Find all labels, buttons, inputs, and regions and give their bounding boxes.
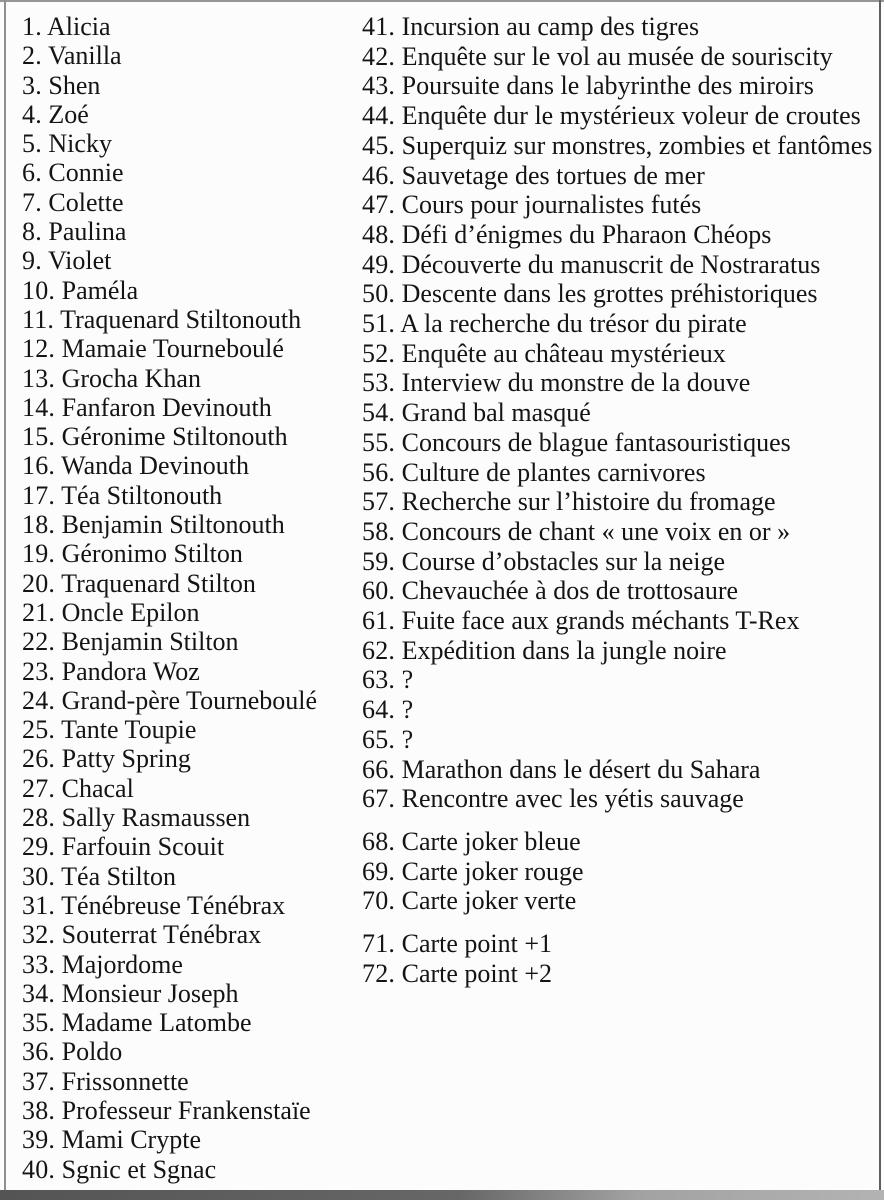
item-text: Ténébreuse Ténébrax <box>61 890 286 920</box>
list-item <box>22 246 317 275</box>
item-text: Carte joker verte <box>401 886 577 916</box>
list-item <box>362 161 872 191</box>
item-number: 72. <box>362 958 396 988</box>
list-item <box>22 1008 317 1037</box>
item-number: 63. <box>362 665 396 695</box>
item-text: Carte joker rouge <box>401 856 584 886</box>
item-text: Superquiz sur monstres, zombies et fantômes <box>401 130 873 160</box>
item-text: Madame Latombe <box>61 1008 252 1038</box>
item-text: Enquête dur le mystérieux voleur de croutes <box>401 101 861 131</box>
item-number: 2. <box>22 41 42 71</box>
item-text: Oncle Epilon <box>61 597 200 627</box>
list-item <box>362 886 872 916</box>
item-number: 51. <box>362 309 396 339</box>
list-item <box>362 428 872 458</box>
list-item <box>362 250 872 280</box>
list-item <box>22 41 317 70</box>
item-number: 10. <box>22 275 56 305</box>
item-text: Interview du monstre de la douve <box>401 368 751 398</box>
list-item <box>22 305 317 334</box>
list-item <box>362 636 872 666</box>
scan-border-bottom <box>0 1190 884 1200</box>
list-item <box>362 725 872 755</box>
list-item <box>362 309 872 339</box>
item-number: 21. <box>22 597 56 627</box>
item-number: 60. <box>362 576 396 606</box>
list-item <box>362 547 872 577</box>
item-text: Vanilla <box>47 41 122 71</box>
list-item <box>362 576 872 606</box>
list-item <box>362 339 872 369</box>
item-number: 43. <box>362 71 396 101</box>
item-text: Descente dans les grottes préhistoriques <box>401 279 818 309</box>
list-item <box>22 12 317 41</box>
item-number: 40. <box>22 1154 56 1184</box>
item-text: Chacal <box>61 773 134 803</box>
item-text: Souterrat Ténébrax <box>61 920 262 950</box>
item-number: 50. <box>362 279 396 309</box>
item-text: Recherche sur l’histoire du fromage <box>401 487 776 517</box>
item-text: Téa Stiltonouth <box>61 480 223 510</box>
list-item <box>22 334 317 363</box>
scan-border-top <box>0 0 884 2</box>
list-item <box>362 398 872 428</box>
item-text: Shen <box>48 70 101 100</box>
item-number: 42. <box>362 41 396 71</box>
item-number: 44. <box>362 101 396 131</box>
list-item <box>362 487 872 517</box>
item-number: 9. <box>22 246 42 276</box>
list-item <box>22 862 317 891</box>
item-text: ? <box>401 724 414 754</box>
item-text: Traquenard Stilton <box>61 568 256 598</box>
item-number: 41. <box>362 12 396 41</box>
item-text: Mami Crypte <box>61 1125 201 1155</box>
item-number: 6. <box>22 158 42 188</box>
item-text: Nicky <box>48 129 112 159</box>
list-item <box>22 803 317 832</box>
item-number: 39. <box>22 1125 56 1155</box>
item-text: Cours pour journalistes futés <box>401 190 702 220</box>
item-text: Concours de chant « une voix en or » <box>401 516 791 546</box>
list-item <box>22 71 317 100</box>
item-text: Poldo <box>61 1037 123 1067</box>
item-text: Zoé <box>48 99 89 129</box>
list-item <box>22 1096 317 1125</box>
item-text: Expédition dans la jungle noire <box>401 635 727 665</box>
item-number: 17. <box>22 480 56 510</box>
item-number: 20. <box>22 568 56 598</box>
item-number: 49. <box>362 249 396 279</box>
item-number: 64. <box>362 695 396 725</box>
list-item <box>22 539 317 568</box>
item-number: 53. <box>362 368 396 398</box>
list-item <box>362 220 872 250</box>
list-item <box>22 158 317 187</box>
item-number: 37. <box>22 1066 56 1096</box>
item-text: Culture de plantes carnivores <box>401 457 706 487</box>
item-number: 24. <box>22 685 56 715</box>
item-text: Enquête sur le vol au musée de souriscity <box>401 41 833 71</box>
item-text: Mamaie Tourneboulé <box>61 334 284 364</box>
item-number: 45. <box>362 130 396 160</box>
item-number: 46. <box>362 160 396 190</box>
list-item <box>22 451 317 480</box>
list-item <box>362 42 872 72</box>
item-text: Sgnic et Sgnac <box>61 1154 217 1184</box>
list-item <box>22 364 317 393</box>
list-item <box>22 774 317 803</box>
item-number: 30. <box>22 861 56 891</box>
item-number: 57. <box>362 487 396 517</box>
list-item <box>22 715 317 744</box>
item-text: Paméla <box>61 275 139 305</box>
list-item <box>22 1067 317 1096</box>
item-number: 29. <box>22 832 56 862</box>
item-text: Monsieur Joseph <box>61 978 239 1008</box>
list-item <box>22 832 317 861</box>
item-number: 54. <box>362 398 396 428</box>
list-item <box>22 217 317 246</box>
item-text: Carte joker bleue <box>401 826 581 856</box>
item-number: 1. <box>22 12 42 41</box>
item-number: 32. <box>22 920 56 950</box>
item-number: 56. <box>362 457 396 487</box>
item-number: 61. <box>362 606 396 636</box>
item-number: 59. <box>362 546 396 576</box>
item-number: 14. <box>22 392 56 422</box>
list-item <box>22 686 317 715</box>
list-item <box>362 695 872 725</box>
list-item <box>22 979 317 1008</box>
item-text: Concours de blague fantasouristiques <box>401 427 791 457</box>
list-column-adventures-cards <box>362 12 872 989</box>
item-number: 25. <box>22 715 56 745</box>
item-number: 12. <box>22 334 56 364</box>
list-item <box>362 71 872 101</box>
list-item <box>22 1155 317 1184</box>
item-number: 26. <box>22 744 56 774</box>
list-item <box>22 129 317 158</box>
item-number: 8. <box>22 217 42 247</box>
list-item <box>362 665 872 695</box>
list-item <box>362 279 872 309</box>
item-text: Professeur Frankenstaïe <box>61 1095 311 1125</box>
item-text: ? <box>401 695 414 725</box>
item-number: 15. <box>22 422 56 452</box>
list-group <box>362 929 872 988</box>
item-number: 69. <box>362 856 396 886</box>
item-number: 58. <box>362 516 396 546</box>
item-text: Violet <box>47 246 112 276</box>
item-number: 55. <box>362 427 396 457</box>
item-text: Rencontre avec les yétis sauvage <box>401 784 744 814</box>
list-item <box>22 1037 317 1066</box>
item-text: Patty Spring <box>61 744 191 774</box>
list-item <box>22 744 317 773</box>
list-item <box>22 598 317 627</box>
item-number: 31. <box>22 890 56 920</box>
list-item <box>22 657 317 686</box>
list-column-characters <box>22 12 317 1184</box>
item-number: 3. <box>22 70 42 100</box>
list-item <box>362 368 872 398</box>
item-text: Paulina <box>48 217 127 247</box>
item-text: Poursuite dans le labyrinthe des miroirs <box>401 71 814 101</box>
item-number: 19. <box>22 539 56 569</box>
list-item <box>22 393 317 422</box>
item-text: Grocha Khan <box>61 363 201 393</box>
scan-border-right <box>879 0 881 1191</box>
list-item <box>22 100 317 129</box>
item-number: 18. <box>22 510 56 540</box>
item-text: Grand-père Tourneboulé <box>61 685 318 715</box>
item-text: Grand bal masqué <box>401 398 591 428</box>
list-item <box>22 276 317 305</box>
item-number: 52. <box>362 338 396 368</box>
item-text: Sally Rasmaussen <box>61 803 251 833</box>
item-number: 47. <box>362 190 396 220</box>
list-item <box>362 606 872 636</box>
item-text: Fuite face aux grands méchants T-Rex <box>401 606 800 636</box>
list-item <box>22 1125 317 1154</box>
list-item <box>362 101 872 131</box>
item-text: Majordome <box>61 949 183 979</box>
item-number: 36. <box>22 1037 56 1067</box>
item-number: 66. <box>362 754 396 784</box>
item-text: Course d’obstacles sur la neige <box>401 546 726 576</box>
list-item <box>362 190 872 220</box>
item-number: 68. <box>362 826 396 856</box>
list-item <box>22 569 317 598</box>
item-text: Enquête au château mystérieux <box>401 338 726 368</box>
item-number: 38. <box>22 1095 56 1125</box>
item-text: Téa Stilton <box>61 861 176 891</box>
item-text: Traquenard Stiltonouth <box>60 304 302 334</box>
item-text: ? <box>401 665 414 695</box>
item-text: Sauvetage des tortues de mer <box>401 160 705 190</box>
item-number: 22. <box>22 627 56 657</box>
item-text: Benjamin Stiltonouth <box>61 510 285 540</box>
item-number: 28. <box>22 803 56 833</box>
item-number: 67. <box>362 784 396 814</box>
item-text: Tante Toupie <box>61 715 197 745</box>
list-item <box>362 458 872 488</box>
item-text: Colette <box>48 187 124 217</box>
item-number: 23. <box>22 656 56 686</box>
item-number: 27. <box>22 773 56 803</box>
item-text: Fanfaron Devinouth <box>61 392 272 422</box>
item-number: 71. <box>362 929 396 959</box>
item-text: Géronime Stiltonouth <box>61 422 288 452</box>
list-item <box>22 188 317 217</box>
item-text: Découverte du manuscrit de Nostraratus <box>401 249 821 279</box>
item-text: Alicia <box>46 12 111 41</box>
item-number: 11. <box>22 304 55 334</box>
list-group <box>22 12 317 1184</box>
item-text: Wanda Devinouth <box>61 451 249 481</box>
scan-border-left <box>4 0 6 1191</box>
item-number: 34. <box>22 978 56 1008</box>
item-text: Farfouin Scouit <box>61 832 225 862</box>
item-number: 62. <box>362 635 396 665</box>
list-item <box>362 784 872 814</box>
list-item <box>22 422 317 451</box>
item-text: Incursion au camp des tigres <box>401 12 700 41</box>
item-number: 13. <box>22 363 56 393</box>
item-text: Frissonnette <box>61 1066 189 1096</box>
item-text: A la recherche du trésor du pirate <box>400 309 747 339</box>
list-item <box>362 131 872 161</box>
item-number: 5. <box>22 129 42 159</box>
item-text: Chevauchée à dos de trottosaure <box>401 576 739 606</box>
item-number: 48. <box>362 219 396 249</box>
list-group <box>362 827 872 916</box>
item-text: Benjamin Stilton <box>61 627 239 657</box>
list-item <box>362 12 872 42</box>
list-item <box>362 755 872 785</box>
item-text: Défi d’énigmes du Pharaon Chéops <box>401 219 772 249</box>
item-text: Pandora Woz <box>61 656 200 686</box>
item-number: 7. <box>22 187 42 217</box>
list-item <box>362 959 872 989</box>
item-number: 33. <box>22 949 56 979</box>
item-text: Géronimo Stilton <box>61 539 243 569</box>
item-text: Carte point +2 <box>401 958 553 988</box>
list-item <box>362 929 872 959</box>
list-item <box>362 517 872 547</box>
list-item <box>362 857 872 887</box>
item-text: Marathon dans le désert du Sahara <box>401 754 761 784</box>
item-number: 65. <box>362 724 396 754</box>
list-item <box>362 827 872 857</box>
list-group <box>362 12 872 814</box>
list-item <box>22 627 317 656</box>
list-item <box>22 920 317 949</box>
item-number: 4. <box>22 99 42 129</box>
list-item <box>22 950 317 979</box>
list-item <box>22 510 317 539</box>
item-text: Connie <box>48 158 124 188</box>
item-number: 16. <box>22 451 56 481</box>
list-item <box>22 481 317 510</box>
list-item <box>22 891 317 920</box>
item-number: 35. <box>22 1008 56 1038</box>
item-text: Carte point +1 <box>401 929 553 959</box>
item-number: 70. <box>362 886 396 916</box>
